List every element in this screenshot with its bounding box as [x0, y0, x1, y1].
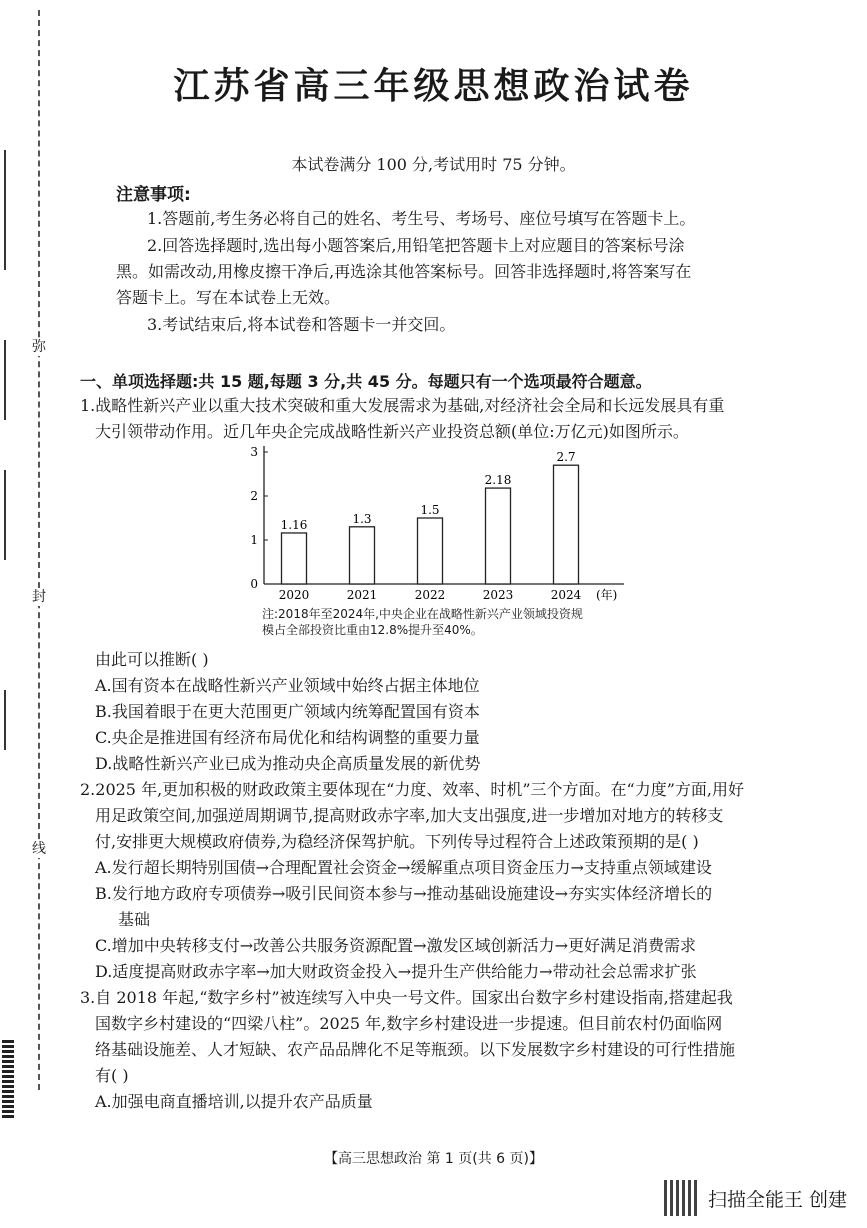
option-a: A.发行超长期特别国债→合理配置社会资金→缓解重点项目资金压力→支持重点领域建设	[95, 858, 712, 877]
chart-note-line: 模占全部投资比重由12.8%提升至40%。	[262, 623, 483, 637]
y-tick-label: 3	[250, 445, 258, 459]
option-b-continued: 基础	[118, 910, 151, 929]
option-d: D.战略性新兴产业已成为推动央企高质量发展的新优势	[95, 754, 481, 773]
chart-note	[262, 606, 583, 638]
y-tick-label: 2	[250, 489, 258, 503]
scanner-label: 扫描全能王 创建	[707, 1188, 847, 1211]
bar-value-label: 2.7	[556, 450, 576, 465]
question-stem-line: 国数字乡村建设的“四梁八柱”。2025 年,数字乡村建设进一步提速。但目前农村仍面临网	[95, 1014, 723, 1033]
question-stem-line: 2.2025 年,更加积极的财政政策主要体现在“力度、效率、时机”三个方面。在“力度”方面,用好	[80, 780, 744, 799]
bar	[418, 518, 443, 584]
scanner-watermark	[664, 1180, 847, 1216]
binding-char: 封	[32, 589, 46, 605]
question-stem-line: 大引领带动作用。近几年央企完成战略性新兴产业投资总额(单位:万亿元)如图所示。	[95, 422, 689, 441]
bar	[350, 527, 375, 584]
bar-value-label: 1.16	[280, 517, 308, 532]
investment-bar-chart	[240, 440, 640, 605]
notice-line: 答题卡上。写在本试卷上无效。	[116, 288, 341, 307]
option-a: A.加强电商直播培训,以提升农产品质量	[95, 1092, 373, 1111]
notice-line: 3.考试结束后,将本试卷和答题卡一并交回。	[147, 315, 456, 334]
bar	[486, 488, 511, 584]
x-tick-label: 2023	[482, 588, 514, 602]
exam-title: 江苏省高三年级思想政治试卷	[173, 66, 694, 107]
margin-mark	[4, 470, 16, 560]
notice-line: 2.回答选择题时,选出每小题答案后,用铅笔把答题卡上对应题目的答案标号涂	[147, 236, 685, 255]
x-tick-label: 2022	[414, 588, 446, 602]
binding-char: 弥	[32, 339, 46, 355]
bar-value-label: 1.5	[420, 503, 440, 517]
chart-note-line: 注:2018年至2024年,中央企业在战略性新兴产业领域投资规	[262, 607, 583, 621]
question-stem-line: 用足政策空间,加强逆周期调节,提高财政赤字率,加大支出强度,进一步增加对地方的转移支	[95, 806, 724, 825]
notice-line: 黑。如需改动,用橡皮擦干净后,再选涂其他答案标号。回答非选择题时,将答案写在	[116, 262, 692, 281]
question-prompt: 由此可以推断( )	[95, 650, 209, 669]
exam-info: 本试卷满分 100 分,考试用时 75 分钟。	[291, 155, 576, 174]
chart-bars	[279, 450, 582, 602]
bar	[282, 533, 307, 584]
margin-mark	[4, 340, 16, 420]
binding-char: 线	[32, 841, 46, 857]
qr-code-icon	[664, 1180, 700, 1216]
question-stem-line: 3.自 2018 年起,“数字乡村”被连续写入中央一号文件。国家出台数字乡村建设指南,搭建起我	[80, 988, 733, 1007]
question-stem-line: 1.战略性新兴产业以重大技术突破和重大发展需求为基础,对经济社会全局和长远发展具有重	[80, 396, 725, 415]
x-tick-label: 2021	[346, 588, 378, 602]
option-c: C.央企是推进国有经济布局优化和结构调整的重要力量	[95, 728, 480, 747]
x-axis-unit: (年)	[596, 588, 618, 602]
option-c: C.增加中央转移支付→改善公共服务资源配置→激发区域创新活力→更好满足消费需求	[95, 936, 696, 955]
section-heading: 一、单项选择题:共 15 题,每题 3 分,共 45 分。每题只有一个选项最符合题意。	[80, 372, 652, 391]
option-b: B.发行地方政府专项债券→吸引民间资本参与→推动基础设施建设→夯实实体经济增长的	[95, 884, 713, 903]
bar-value-label: 2.18	[484, 473, 512, 488]
y-tick-label: 0	[250, 577, 258, 591]
question-stem-line: 付,安排更大规模政府债券,为稳经济保驾护航。下列传导过程符合上述政策预期的是( )	[95, 832, 699, 851]
bar	[554, 465, 579, 584]
question-stem-line: 络基础设施差、人才短缺、农产品品牌化不足等瓶颈。以下发展数字乡村建设的可行性措施	[95, 1040, 736, 1059]
option-b: B.我国着眼于在更大范围更广领域内统筹配置国有资本	[95, 702, 480, 721]
notice-line: 1.答题前,考生务必将自己的姓名、考生号、考场号、座位号填写在答题卡上。	[147, 209, 696, 228]
x-tick-label: 2020	[278, 588, 310, 602]
margin-mark	[4, 690, 16, 750]
bar-value-label: 1.3	[352, 511, 372, 526]
option-d: D.适度提高财政赤字率→加大财政资金投入→提升生产供给能力→带动社会总需求扩张	[95, 962, 697, 981]
page-footer: 【高三思想政治 第 1 页(共 6 页)】	[324, 1151, 543, 1167]
barcode-icon	[2, 1040, 14, 1120]
y-tick-label: 1	[250, 533, 258, 547]
question-stem-line: 有( )	[95, 1066, 129, 1085]
notice-title: 注意事项:	[116, 185, 191, 205]
option-a: A.国有资本在战略性新兴产业领域中始终占据主体地位	[95, 676, 480, 695]
x-tick-label: 2024	[550, 588, 582, 602]
